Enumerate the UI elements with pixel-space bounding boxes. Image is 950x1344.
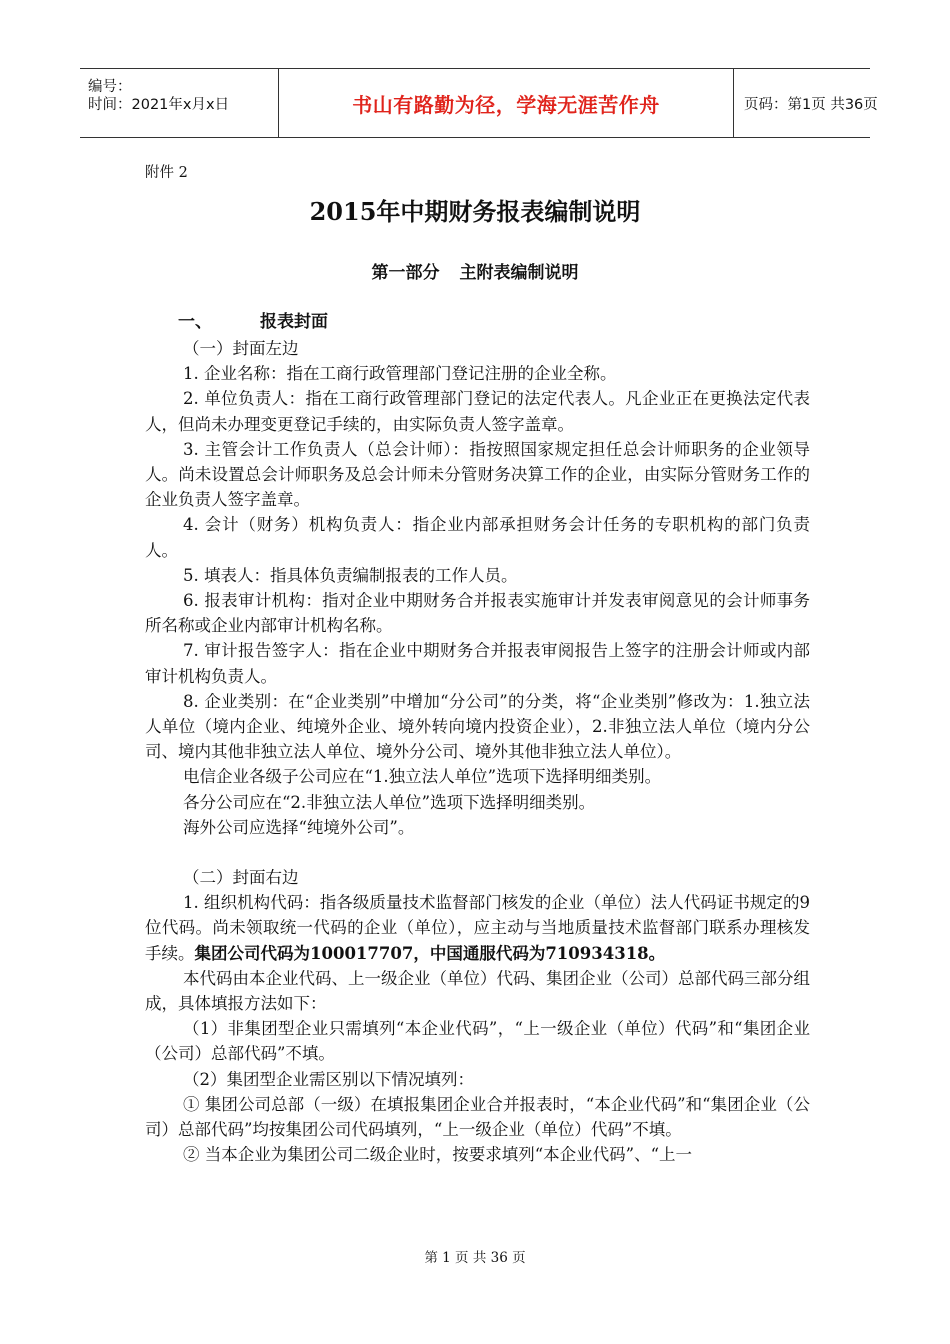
section-heading-text: 报表封面 — [260, 312, 328, 332]
org-code-text: 1. 组织机构代码：指各级质量技术监督部门核发的企业（单位）法人代码证书规定的9位代码。尚未领取统一代码的企业（单位），应主动与当地质量技术监督部门联系办理核发手续。 — [145, 893, 810, 963]
section-heading-number: 一、 — [178, 312, 212, 332]
paragraph: 本代码由本企业代码、上一级企业（单位）代码、集团企业（公司）总部代码三部分组成，具体填报方法如下： — [145, 968, 810, 1014]
section-heading — [145, 308, 810, 336]
attachment-label: 附件 2 — [145, 165, 188, 181]
paragraph: 电信企业各级子公司应在“1.独立法人单位”选项下选择明细类别。 — [183, 767, 662, 787]
motto-text: 书山有路勤为径，学海无涯苦作舟 — [352, 92, 660, 117]
document-date-label: 时间：2021年x月x日 — [88, 97, 230, 113]
subsection-heading-left: （一）封面左边 — [183, 339, 299, 358]
paragraph — [145, 890, 810, 966]
header-page-info: 页码：第1页 共36页 — [744, 96, 878, 113]
org-code-highlight: 集团公司代码为100017707，中国通服代码为710934318。 — [194, 943, 666, 963]
header-meta-cell — [80, 69, 278, 137]
section-subtitle: 第一部分 主附表编制说明 — [371, 263, 579, 283]
paragraph: ② 当本企业为集团公司二级企业时，按要求填列“本企业代码”、“上一 — [183, 1145, 693, 1165]
paragraph: （1）非集团型企业只需填列“本企业代码”，“上一级企业（单位）代码”和“集团企业（公司）总部代码”不填。 — [145, 1019, 810, 1064]
document-number-label: 编号： — [88, 79, 132, 95]
paragraph: ① 集团公司总部（一级）在填报集团企业合并报表时，“本企业代码”和“集团企业（公司）总部代码”均按集团公司代码填列，“上一级企业（单位）代码”不填。 — [145, 1094, 810, 1140]
subsection-heading-right: （二）封面右边 — [183, 868, 299, 888]
header-page-cell — [734, 69, 878, 137]
paragraph: 4. 会计（财务）机构负责人：指企业内部承担财务会计任务的专职机构的部门负责人。 — [145, 515, 810, 560]
paragraph: （2）集团型企业需区别以下情况填列： — [183, 1069, 474, 1089]
header-motto-cell — [278, 69, 734, 137]
paragraph: 5. 填表人：指具体负责编制报表的工作人员。 — [183, 565, 518, 585]
paragraph: 1. 企业名称：指在工商行政管理部门登记注册的企业全称。 — [183, 364, 617, 384]
paragraph: 2. 单位负责人：指在工商行政管理部门登记的法定代表人。凡企业正在更换法定代表人，但尚未办理变更登记手续的，由实际负责人签字盖章。 — [145, 389, 810, 434]
document-body — [145, 308, 810, 1168]
paragraph: 7. 审计报告签字人：指在企业中期财务合并报表审阅报告上签字的注册会计师或内部审计机构负责人。 — [145, 641, 810, 686]
paragraph: 6. 报表审计机构：指对企业中期财务合并报表实施审计并发表审阅意见的会计师事务所名称或企业内部审计机构名称。 — [145, 591, 810, 636]
paragraph: 8. 企业类别：在“企业类别”中增加“分公司”的分类，将“企业类别”修改为：1.独立法人单位（境内企业、纯境外企业、境外转向境内投资企业），2.非独立法人单位（境内分公司、境内其他非独立法人单位、境外分公司、境外其他非独立法人单位）。 — [145, 691, 810, 762]
document-title: 2015年中期财务报表编制说明 — [309, 197, 641, 226]
page-footer: 第 1 页 共 36 页 — [424, 1250, 526, 1266]
paragraph: 各分公司应在“2.非独立法人单位”选项下选择明细类别。 — [183, 792, 596, 812]
paragraph: 海外公司应选择“纯境外公司”。 — [183, 817, 415, 837]
paragraph: 3. 主管会计工作负责人（总会计师）：指按照国家规定担任总会计师职务的企业领导人。尚未设置总会计师职务及总会计师未分管财务决算工作的企业，由实际分管财务工作的企业负责人签字盖章。 — [145, 439, 810, 510]
header-table — [80, 68, 878, 138]
